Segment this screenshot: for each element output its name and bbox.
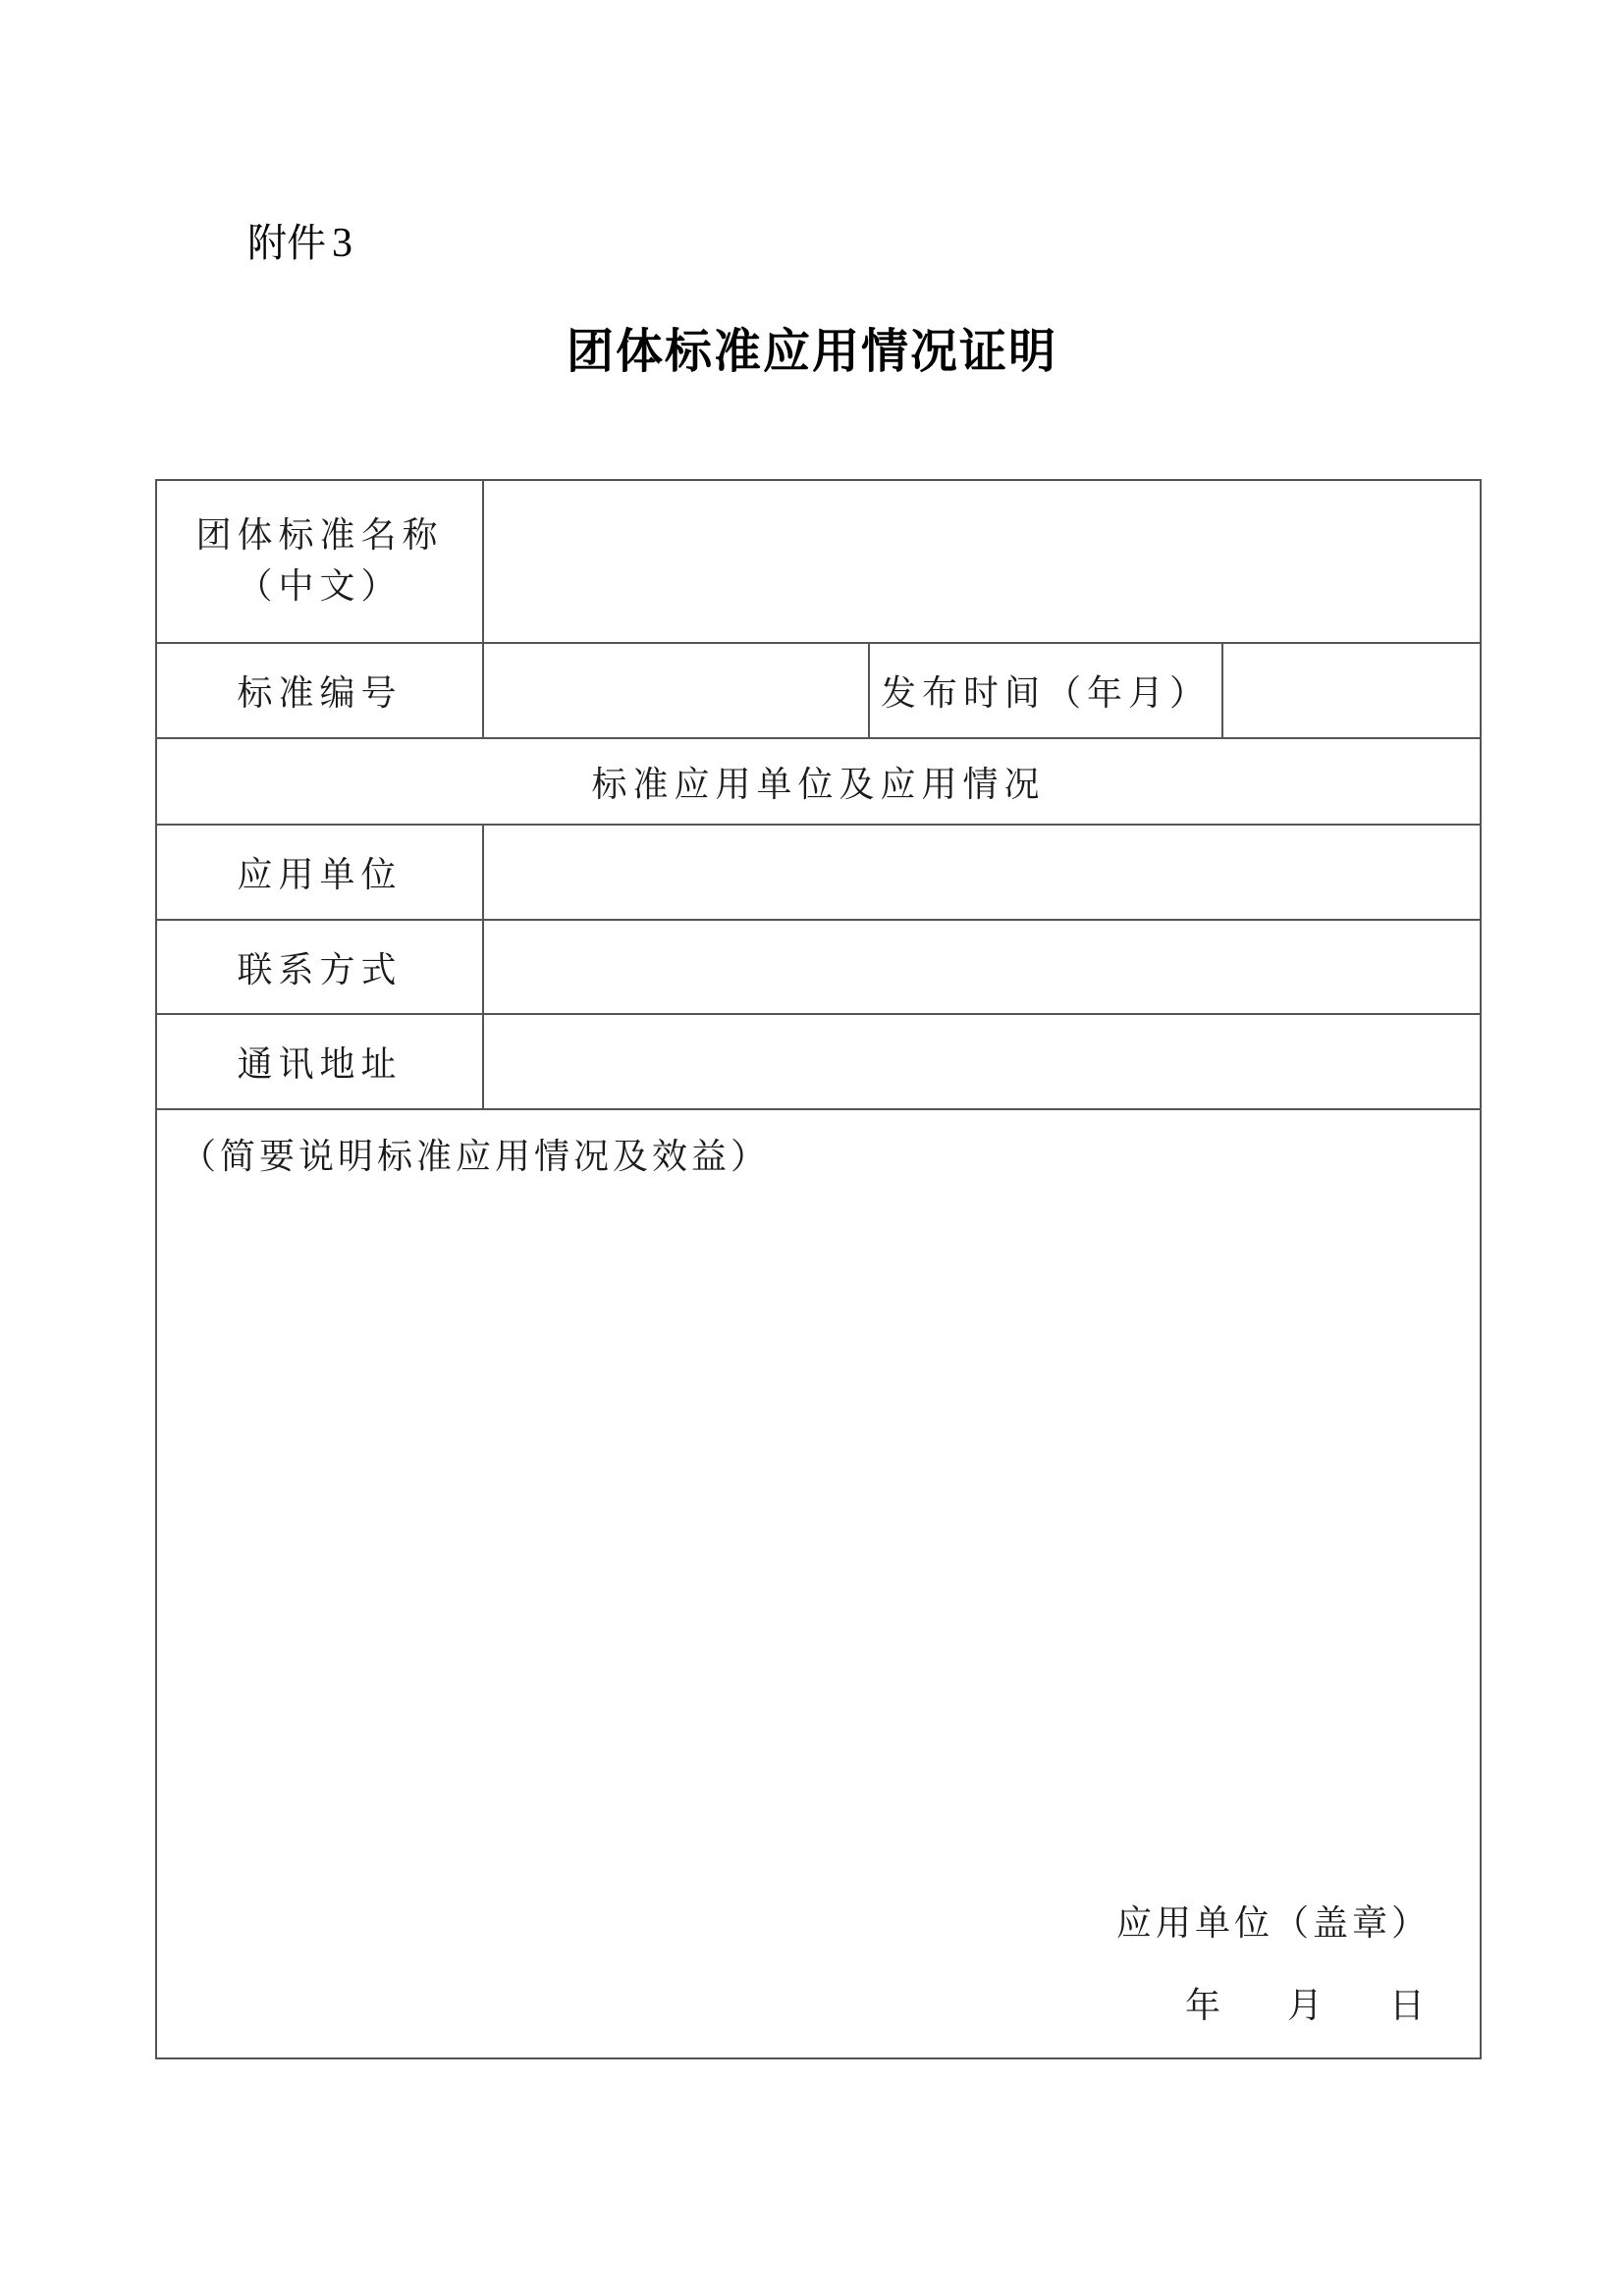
date-line — [1185, 1983, 1425, 2030]
address-field[interactable] — [483, 1014, 1481, 1109]
row-address — [156, 1014, 1481, 1109]
row-standard-name — [156, 480, 1481, 643]
row-contact — [156, 920, 1481, 1014]
document-title: 团体标准应用情况证明 — [566, 324, 1057, 379]
standard-number-field[interactable] — [483, 643, 869, 738]
attachment-number: 3 — [332, 221, 352, 266]
publish-date-field[interactable] — [1222, 643, 1481, 738]
publish-date-label: 发布时间（年月） — [869, 643, 1222, 738]
contact-field[interactable] — [483, 920, 1481, 1014]
attachment-prefix: 附件 — [247, 221, 326, 266]
section-header: 标准应用单位及应用情况 — [156, 738, 1481, 825]
standard-number-label: 标准编号 — [156, 643, 483, 738]
date-year: 年 — [1184, 1986, 1220, 2026]
standard-name-label — [156, 480, 483, 643]
row-application-unit — [156, 825, 1481, 920]
row-remarks — [156, 1109, 1481, 2058]
standard-name-label-line1: 团体标准名称 — [195, 515, 444, 556]
remarks-hint: （简要说明标准应用情况及效益） — [181, 1137, 771, 1177]
row-standard-number — [156, 643, 1481, 738]
address-label: 通讯地址 — [156, 1014, 483, 1109]
standard-name-field[interactable] — [483, 480, 1481, 643]
application-unit-field[interactable] — [483, 825, 1481, 920]
application-unit-label: 应用单位 — [156, 825, 483, 920]
contact-label: 联系方式 — [156, 920, 483, 1014]
seal-label: 应用单位（盖章） — [1116, 1903, 1432, 1944]
date-day: 日 — [1389, 1986, 1426, 2026]
remarks-field[interactable] — [156, 1109, 1481, 2058]
standard-name-label-line2: （中文） — [237, 566, 403, 607]
application-proof-form — [155, 479, 1482, 2059]
attachment-label — [247, 214, 352, 273]
row-section-header — [156, 738, 1481, 825]
date-month: 月 — [1287, 1986, 1324, 2026]
